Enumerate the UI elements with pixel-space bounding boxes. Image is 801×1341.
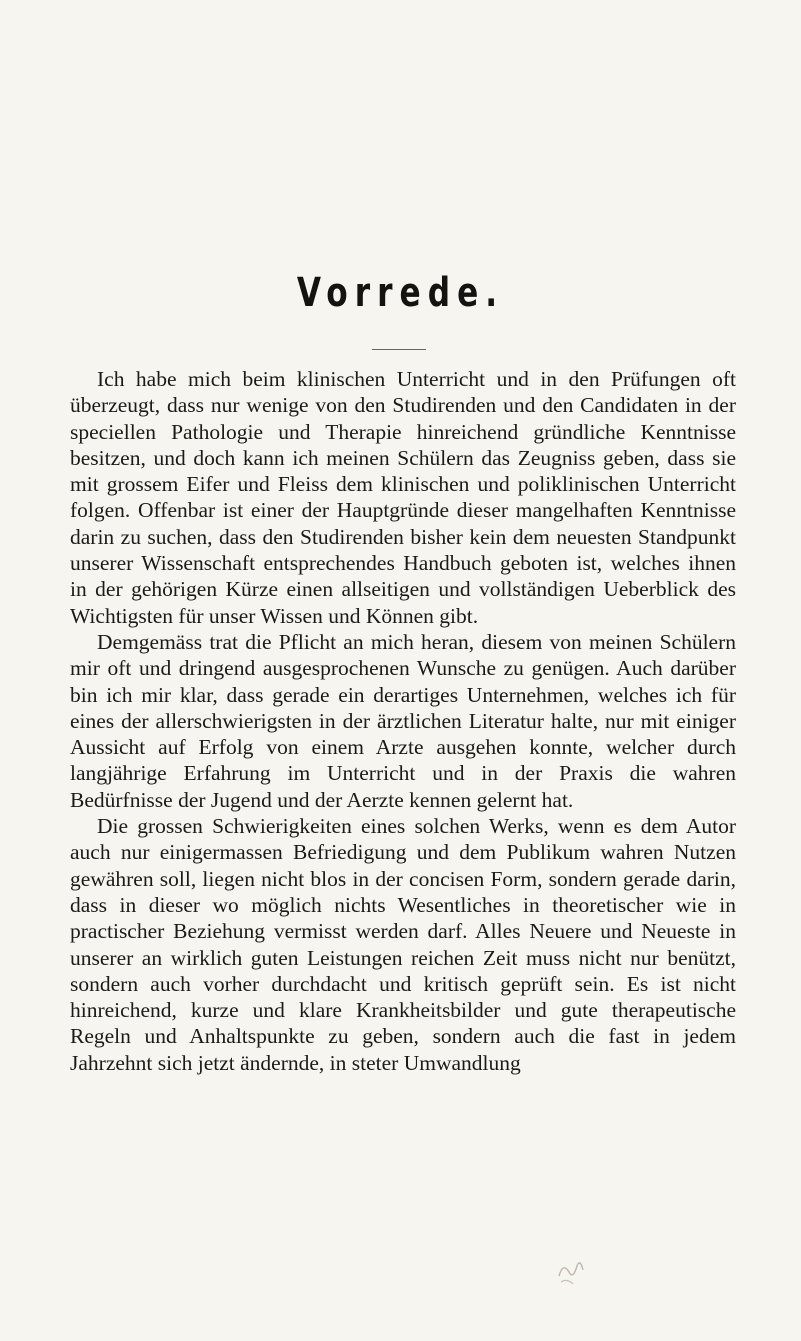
preface-body: [70, 366, 736, 1076]
paragraph: Die grossen Schwierigkeiten eines solchen Werks, wenn es dem Autor auch nur einigermassen Befriedigung und dem Publikum wahren Nutzen gewähren soll, liegen nicht blos in der concisen Form, sondern gerade darin, dass in dieser wo möglich nichts Wesentliches in theoretischer wie in practischer Beziehung vermisst werden darf. Alles Neuere und Neueste in unserer an wirklich guten Leistungen reichen Zeit muss nicht nur benützt, sondern auch vorher durchdacht und kritisch geprüft sein. Es ist nicht hinreichend, kurze und klare Krankheitsbilder und gute therapeutische Regeln und Anhaltspunkte zu geben, sondern auch die fast in jedem Jahrzehnt sich jetzt ändernde, in steter Umwandlung: [70, 814, 736, 1075]
title-divider: [372, 349, 426, 350]
library-stamp-mark: [553, 1252, 593, 1288]
paragraph: Demgemäss trat die Pflicht an mich heran, diesem von meinen Schülern mir oft und dringend ausgesprochenen Wunsche zu genügen. Auch darüber bin ich mir klar, dass gerade ein derartiges Unternehmen, welches ich für eines der allerschwierigsten in der ärztlichen Literatur halte, nur mit einiger Aussicht auf Erfolg von einem Arzte ausgehen konnte, welcher durch langjährige Erfahrung im Unterricht und in der Praxis die wahren Bedürfnisse der Jugend und der Aerzte kennen gelernt hat.: [70, 629, 736, 812]
page-title: Vorrede.: [296, 270, 505, 316]
paragraph: Ich habe mich beim klinischen Unterricht und in den Prüfungen oft überzeugt, dass nur wenige von den Studirenden und den Candidaten in der speciellen Pathologie und Therapie hinreichend gründliche Kenntnisse besitzen, und doch kann ich meinen Schülern das Zeugniss geben, dass sie mit grossem Eifer und Fleiss dem klinischen und poliklinischen Unterricht folgen. Offenbar ist einer der Hauptgründe dieser mangelhaften Kenntnisse darin zu suchen, dass den Studirenden bisher kein dem neuesten Standpunkt unserer Wissenschaft entsprechendes Handbuch geboten ist, welches ihnen in der gehörigen Kürze einen allseitigen und vollständigen Ueberblick des Wichtigsten für unser Wissen und Können gibt.: [70, 367, 736, 628]
